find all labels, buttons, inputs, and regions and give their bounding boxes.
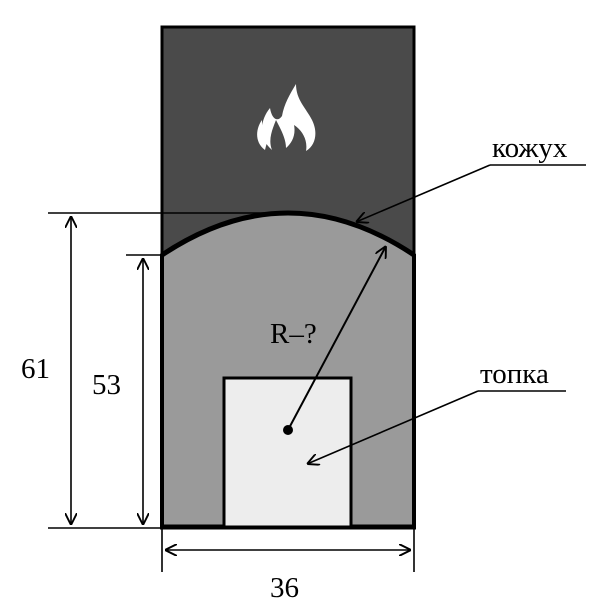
shell-label: кожух xyxy=(492,132,568,164)
firebox-label: топка xyxy=(480,358,549,390)
dimension-wall-height xyxy=(126,255,162,525)
wall-height-label: 53 xyxy=(92,369,121,401)
dimension-width xyxy=(162,527,414,572)
total-height-label: 61 xyxy=(21,353,50,385)
width-label: 36 xyxy=(270,572,299,604)
radius-label: R–? xyxy=(270,318,317,350)
